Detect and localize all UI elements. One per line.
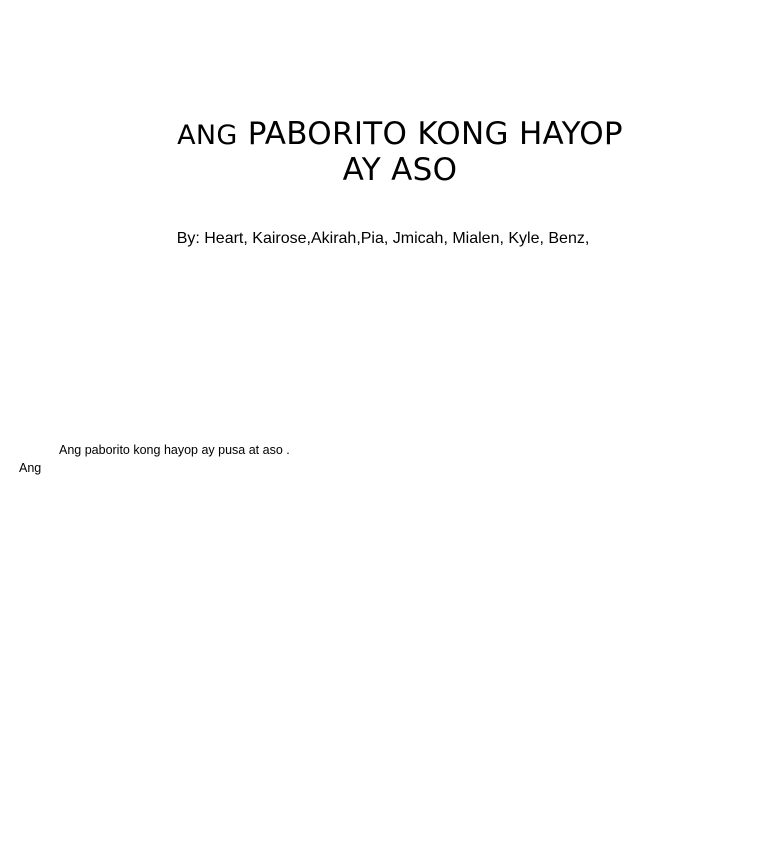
title-line-2: AY ASO — [342, 152, 458, 188]
title-first-word: ANG — [177, 120, 238, 151]
document-title — [120, 117, 680, 188]
title-line-1 — [177, 116, 623, 152]
stray-text: Ang — [19, 461, 42, 475]
author-byline: By: Heart, Kairose,Akirah,Pia, Jmicah, Mialen, Kyle, Benz, — [176, 230, 590, 247]
title-line-1-rest: PABORITO KONG HAYOP — [247, 116, 623, 152]
body-paragraph: Ang paborito kong hayop ay pusa at aso . — [59, 443, 290, 457]
